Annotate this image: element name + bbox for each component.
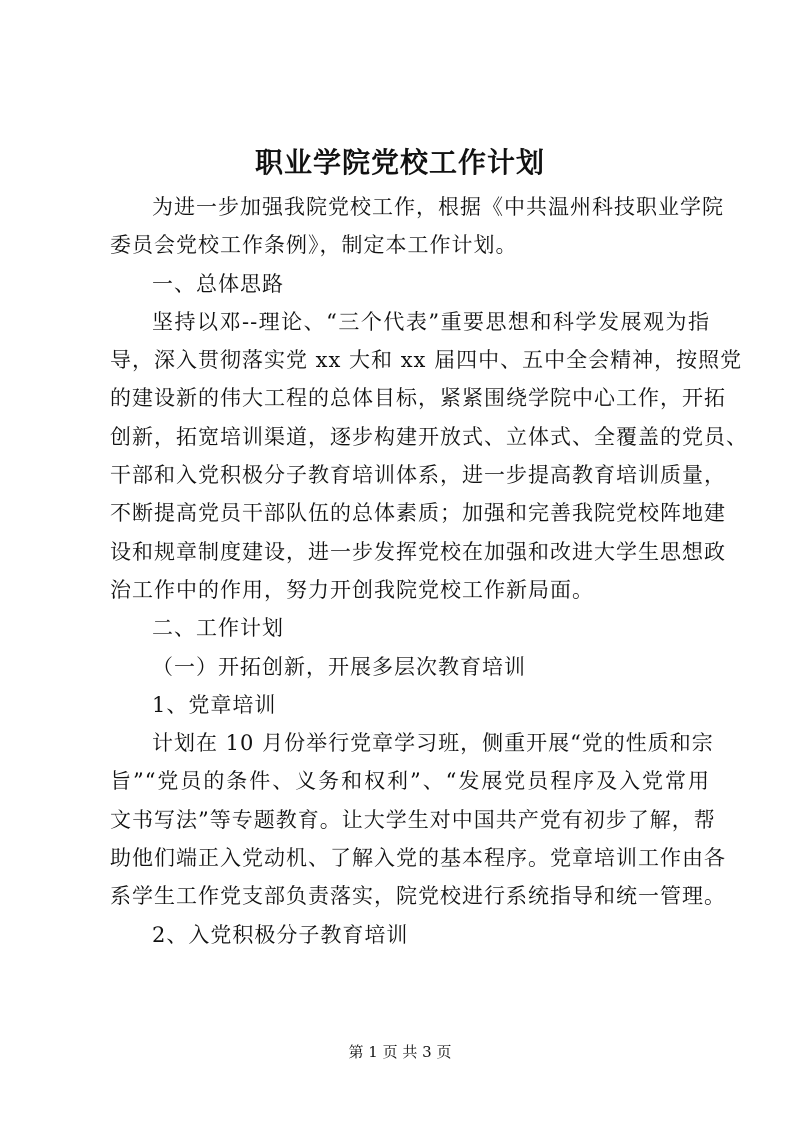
text-line: 创新，拓宽培训渠道，逐步构建开放式、立体式、全覆盖的党员、 — [110, 424, 748, 449]
text-line: （一）开拓创新，开展多层次教育培训 — [152, 654, 526, 679]
text-line: 1、党章培训 — [152, 692, 277, 717]
text-line: 坚持以邓--理论、“三个代表”重要思想和科学发展观为指 — [152, 309, 710, 334]
text-line: 的建设新的伟大工程的总体目标，紧紧围绕学院中心工作，开拓 — [110, 386, 726, 411]
text-line: 2、入党积极分子教育培训 — [152, 922, 409, 947]
text-line: 不断提高党员干部队伍的总体素质；加强和完善我院党校阵地建 — [110, 501, 726, 526]
text-line: 为进一步加强我院党校工作，根据《中共温州科技职业学院 — [152, 195, 724, 219]
text-line: 助他们端正入党动机、了解入党的基本程序。党章培训工作由各 — [110, 846, 726, 871]
text-line: 设和规章制度建设，进一步发挥党校在加强和改进大学生思想政 — [110, 539, 726, 564]
text-line: 导，深入贯彻落实党 xx 大和 xx 届四中、五中全会精神，按照党 — [110, 348, 743, 373]
text-line: 二、工作计划 — [152, 616, 284, 641]
text-line: 委员会党校工作条例》，制定本工作计划。 — [110, 233, 518, 258]
text-line: 文书写法”等专题教育。让大学生对中国共产党有初步了解，帮 — [110, 807, 716, 832]
text-line: 系学生工作党支部负责落实，院党校进行系统指导和统一管理。 — [110, 884, 726, 909]
text-line: 治工作中的作用，努力开创我院党校工作新局面。 — [110, 577, 594, 602]
text-line: 一、总体思路 — [152, 271, 284, 296]
page-footer: 第 1 页 共 3 页 — [348, 1043, 452, 1061]
text-line: 旨”“党员的条件、义务和权利”、“发展党员程序及入党常用 — [110, 769, 710, 794]
text-line: 干部和入党积极分子教育培训体系，进一步提高教育培训质量， — [110, 463, 726, 488]
document-title: 职业学院党校工作计划 — [254, 146, 545, 179]
text-line: 计划在 10 月份举行党章学习班，侧重开展“党的性质和宗 — [152, 731, 714, 756]
document-body — [110, 188, 748, 954]
